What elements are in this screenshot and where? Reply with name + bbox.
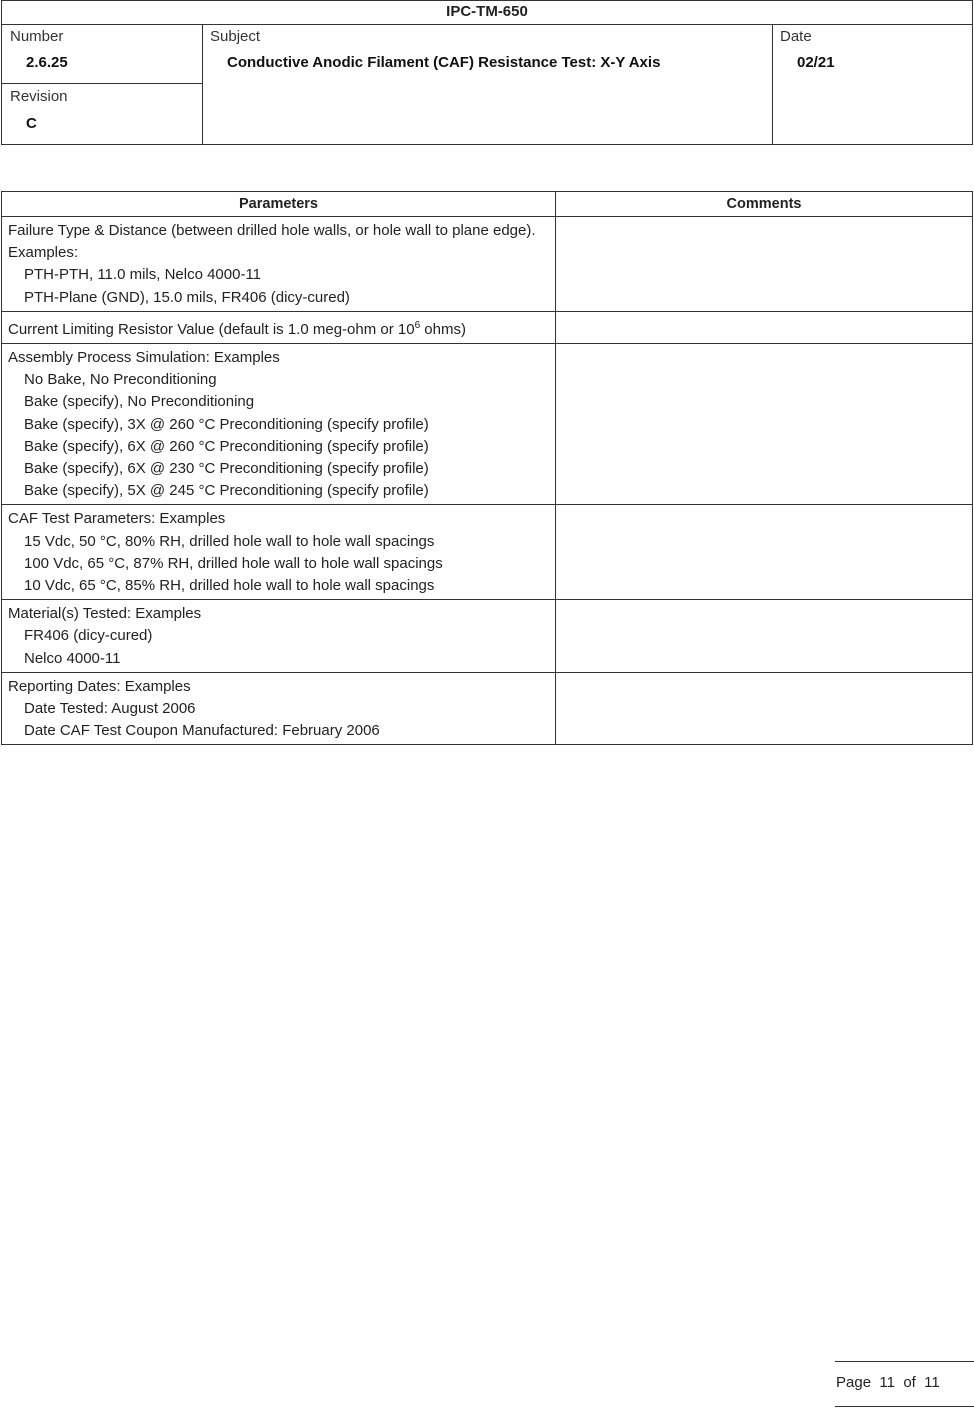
document-header — [1, 0, 973, 145]
table-row — [2, 600, 973, 673]
subject-label: Subject — [210, 28, 261, 45]
comment-cell[interactable] — [556, 217, 973, 312]
parameter-cell — [2, 672, 556, 745]
divider — [202, 24, 203, 145]
example-item: PTH-PTH, 11.0 mils, Nelco 4000-11 — [24, 266, 262, 284]
column-header-parameters: Parameters — [2, 192, 556, 217]
header-title: IPC-TM-650 — [2, 1, 972, 25]
parameter-title — [8, 508, 549, 530]
parameter-title — [8, 603, 549, 625]
comment-cell[interactable] — [556, 344, 973, 505]
example-item: 15 Vdc, 50 °C, 80% RH, drilled hole wall to hole wall spacings — [24, 532, 435, 550]
table-row — [2, 217, 973, 312]
parameter-title-text: Assembly Process Simulation: Examples — [8, 349, 280, 367]
page-total: 11 — [924, 1374, 940, 1391]
parameter-cell — [2, 344, 556, 505]
comment-cell[interactable] — [556, 600, 973, 673]
date-value: 02/21 — [797, 54, 835, 71]
parameter-cell — [2, 505, 556, 600]
example-item: Bake (specify), No Preconditioning — [24, 393, 255, 411]
table-row — [2, 311, 973, 343]
example-item: Bake (specify), 5X @ 245 °C Preconditioning (specify profile) — [24, 482, 429, 500]
page-number: 11 — [879, 1374, 895, 1391]
example-item: 100 Vdc, 65 °C, 87% RH, drilled hole wall to hole wall spacings — [24, 554, 443, 572]
example-item: Bake (specify), 3X @ 260 °C Preconditioning (specify profile) — [24, 415, 429, 433]
page-indicator — [836, 1374, 940, 1391]
example-item: No Bake, No Preconditioning — [24, 371, 217, 389]
comment-cell[interactable] — [556, 311, 973, 343]
parameter-title-text: ohms) — [420, 320, 466, 338]
parameter-cell — [2, 217, 556, 312]
number-value: 2.6.25 — [26, 54, 68, 71]
parameter-title-text: CAF Test Parameters: Examples — [8, 510, 226, 528]
parameter-title-text: Failure Type & Distance (between drilled hole walls, or hole wall to plane edge). Examples: — [8, 222, 536, 262]
parameter-cell — [2, 600, 556, 673]
number-label: Number — [10, 28, 64, 45]
footer-rule — [835, 1406, 974, 1407]
example-item: Bake (specify), 6X @ 260 °C Preconditioning (specify profile) — [24, 437, 429, 455]
table-row — [2, 344, 973, 505]
divider — [2, 83, 202, 84]
superscript: 6 — [414, 319, 421, 331]
parameter-title — [8, 676, 549, 698]
example-item: Nelco 4000-11 — [24, 649, 121, 667]
example-item: FR406 (dicy-cured) — [24, 627, 153, 645]
divider — [772, 24, 773, 145]
date-label: Date — [780, 28, 812, 45]
parameter-title-text: Current Limiting Resistor Value (default is 1.0 meg-ohm or 10 — [8, 320, 415, 338]
parameter-title-text: Reporting Dates: Examples — [8, 677, 191, 695]
example-item: Bake (specify), 6X @ 230 °C Preconditioning (specify profile) — [24, 460, 429, 478]
revision-label: Revision — [10, 88, 68, 105]
revision-value: C — [26, 115, 37, 132]
example-item: Date Tested: August 2006 — [24, 700, 196, 718]
comment-cell[interactable] — [556, 672, 973, 745]
example-item: 10 Vdc, 65 °C, 85% RH, drilled hole wall to hole wall spacings — [24, 577, 435, 595]
parameter-title — [8, 315, 549, 341]
parameters-table — [1, 191, 973, 745]
comment-cell[interactable] — [556, 505, 973, 600]
of-word: of — [903, 1374, 916, 1391]
table-row — [2, 505, 973, 600]
example-item: PTH-Plane (GND), 15.0 mils, FR406 (dicy-cured) — [24, 288, 350, 306]
page-word: Page — [836, 1374, 872, 1391]
parameter-cell — [2, 311, 556, 343]
column-header-comments: Comments — [556, 192, 973, 217]
parameter-title — [8, 347, 549, 369]
table-row — [2, 672, 973, 745]
parameter-title — [8, 220, 549, 264]
subject-value: Conductive Anodic Filament (CAF) Resistance Test: X-Y Axis — [227, 54, 661, 71]
example-item: Date CAF Test Coupon Manufactured: February 2006 — [24, 722, 380, 740]
parameter-title-text: Material(s) Tested: Examples — [8, 605, 202, 623]
footer-rule — [835, 1361, 974, 1362]
